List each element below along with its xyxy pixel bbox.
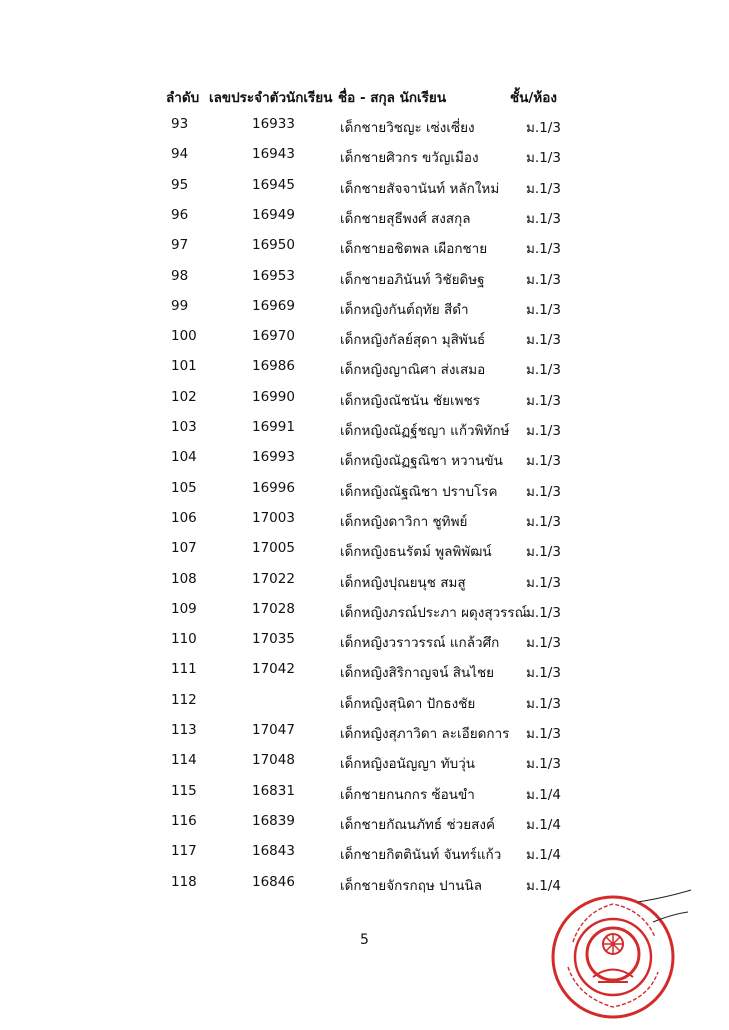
row-order: 93 bbox=[171, 116, 189, 132]
row-student-id: 16970 bbox=[252, 328, 295, 345]
row-student-id: 16949 bbox=[252, 206, 295, 223]
row-student-name: เด็กหญิงสุนิดา ปักธงชัย bbox=[340, 695, 476, 712]
row-student-name: เด็กหญิงณัฏฐณิชา หวานขัน bbox=[340, 453, 503, 470]
row-student-id: 16991 bbox=[252, 419, 295, 435]
row-class-room: ม.1/3 bbox=[526, 120, 561, 136]
row-class-room: ม.1/3 bbox=[526, 574, 561, 591]
row-student-name: เด็กชายกัณนภัทธ์ ช่วยสงค์ bbox=[340, 816, 495, 833]
row-class-room: ม.1/3 bbox=[526, 210, 561, 227]
row-student-id: 16950 bbox=[252, 237, 295, 254]
row-student-name: เด็กหญิงอนัญญา ทับวุ่น bbox=[340, 756, 476, 773]
table-row bbox=[0, 692, 729, 714]
row-student-name: เด็กหญิงสุภาวิดา ละเอียดการ bbox=[340, 726, 510, 742]
row-order: 115 bbox=[171, 782, 197, 799]
table-row bbox=[0, 722, 729, 744]
row-order: 116 bbox=[171, 812, 197, 829]
row-class-room: ม.1/3 bbox=[526, 392, 561, 409]
row-order: 105 bbox=[171, 479, 197, 496]
page-number: 5 bbox=[360, 932, 369, 948]
row-order: 101 bbox=[171, 358, 197, 375]
row-student-id: 16996 bbox=[252, 479, 295, 496]
table-row bbox=[0, 328, 729, 350]
row-class-room: ม.1/3 bbox=[526, 726, 561, 742]
table-row bbox=[0, 813, 729, 835]
row-class-room: ม.1/3 bbox=[526, 241, 561, 258]
row-student-name: เด็กชายอชิตพล เผือกชาย bbox=[340, 241, 488, 258]
row-student-name: เด็กหญิงญาณิศา ส่งเสมอ bbox=[340, 362, 486, 379]
row-class-room: ม.1/3 bbox=[526, 756, 561, 773]
table-row bbox=[0, 298, 729, 320]
header-class-room: ชั้น/ห้อง bbox=[510, 90, 557, 106]
row-order: 97 bbox=[171, 237, 189, 254]
table-row bbox=[0, 480, 729, 502]
row-order: 117 bbox=[171, 843, 197, 860]
row-order: 100 bbox=[171, 328, 197, 345]
table-row bbox=[0, 419, 729, 441]
row-class-room: ม.1/3 bbox=[526, 332, 561, 349]
row-student-name: เด็กชายสัจจานันท์ หลักใหม่ bbox=[340, 180, 500, 197]
row-student-name: เด็กหญิงวราวรรณ์ แกล้วศึก bbox=[340, 635, 500, 652]
row-order: 98 bbox=[171, 267, 189, 284]
row-student-id: 16953 bbox=[252, 267, 295, 284]
table-row bbox=[0, 631, 729, 653]
school-seal-stamp bbox=[543, 882, 693, 1022]
row-order: 111 bbox=[171, 661, 197, 678]
header-student-name: ชื่อ - สกุล นักเรียน bbox=[338, 90, 447, 106]
row-student-id: 16945 bbox=[252, 176, 295, 193]
row-order: 109 bbox=[171, 600, 197, 617]
row-order: 106 bbox=[171, 509, 197, 526]
row-order: 108 bbox=[171, 570, 197, 587]
row-class-room: ม.1/3 bbox=[526, 695, 561, 712]
row-order: 112 bbox=[171, 691, 197, 708]
row-student-name: เด็กหญิงณัฏฐ์ชญา แก้วพิทักษ์ bbox=[340, 423, 510, 439]
row-class-room: ม.1/3 bbox=[526, 150, 561, 167]
table-row bbox=[0, 237, 729, 259]
row-student-id: 16831 bbox=[252, 782, 295, 799]
table-row bbox=[0, 843, 729, 865]
row-order: 114 bbox=[171, 752, 197, 769]
row-student-id: 16943 bbox=[252, 146, 295, 163]
row-student-name: เด็กชายสุธีพงศ์ สงสกุล bbox=[340, 210, 471, 227]
header-student-id: เลขประจำตัวนักเรียน bbox=[209, 90, 333, 106]
table-row bbox=[0, 177, 729, 199]
row-student-id: 16993 bbox=[252, 449, 295, 466]
table-row bbox=[0, 783, 729, 805]
table-row bbox=[0, 601, 729, 623]
row-order: 96 bbox=[171, 206, 189, 223]
row-student-name: เด็กชายวิชญะ เซ่งเซี่ยง bbox=[340, 120, 475, 136]
row-class-room: ม.1/4 bbox=[526, 877, 561, 894]
row-class-room: ม.1/3 bbox=[526, 544, 561, 561]
table-row bbox=[0, 389, 729, 411]
row-order: 104 bbox=[171, 449, 197, 466]
row-order: 99 bbox=[171, 297, 189, 314]
row-class-room: ม.1/4 bbox=[526, 816, 561, 833]
row-student-name: เด็กชายศิวกร ขวัญเมือง bbox=[340, 150, 479, 167]
row-order: 94 bbox=[171, 146, 189, 163]
row-class-room: ม.1/3 bbox=[526, 180, 561, 197]
row-student-id: 17048 bbox=[252, 752, 295, 769]
row-student-id: 16986 bbox=[252, 358, 295, 375]
row-student-id: 16933 bbox=[252, 116, 295, 132]
row-class-room: ม.1/3 bbox=[526, 271, 561, 288]
row-student-name: เด็กหญิงปุณยนุช สมสู bbox=[340, 574, 466, 591]
table-row bbox=[0, 540, 729, 562]
table-header bbox=[0, 86, 729, 108]
row-student-id: 16969 bbox=[252, 297, 295, 314]
table-row bbox=[0, 116, 729, 138]
table-row bbox=[0, 752, 729, 774]
row-student-name: เด็กชายจักรกฤษ ปานนิล bbox=[340, 877, 482, 894]
table-row bbox=[0, 207, 729, 229]
row-student-id: 16990 bbox=[252, 388, 295, 405]
row-order: 107 bbox=[171, 540, 197, 557]
row-student-id: 17042 bbox=[252, 661, 295, 678]
row-student-name: เด็กหญิงกันต์ฤทัย สีดำ bbox=[340, 301, 469, 318]
row-order: 95 bbox=[171, 176, 189, 193]
row-student-name: เด็กชายอภินันท์ วิชัยดิษฐ bbox=[340, 271, 485, 288]
table-row bbox=[0, 449, 729, 471]
row-class-room: ม.1/3 bbox=[526, 453, 561, 470]
row-student-id: 17005 bbox=[252, 540, 295, 557]
row-student-name: เด็กชายกนกกร ซ้อนขำ bbox=[340, 786, 475, 803]
row-order: 103 bbox=[171, 419, 197, 435]
table-row bbox=[0, 510, 729, 532]
table-row bbox=[0, 146, 729, 168]
header-order: ลำดับ bbox=[166, 90, 200, 106]
row-student-id: 16846 bbox=[252, 873, 295, 890]
row-class-room: ม.1/3 bbox=[526, 483, 561, 500]
table-row bbox=[0, 358, 729, 380]
row-class-room: ม.1/3 bbox=[526, 362, 561, 379]
table-row bbox=[0, 268, 729, 290]
row-class-room: ม.1/3 bbox=[526, 513, 561, 530]
row-student-id: 17022 bbox=[252, 570, 295, 587]
row-student-name: เด็กหญิงธนรัตม์ พูลพิพัฒน์ bbox=[340, 544, 492, 561]
row-student-name: เด็กหญิงกัลย์สุดา มุสิพันธ์ bbox=[340, 332, 486, 349]
row-student-name: เด็กหญิงสิริกาญจน์ สินไชย bbox=[340, 665, 495, 682]
row-student-name: เด็กหญิงณัฐณิชา ปราบโรค bbox=[340, 483, 498, 500]
row-order: 102 bbox=[171, 388, 197, 405]
row-student-id: 17047 bbox=[252, 722, 295, 738]
row-class-room: ม.1/4 bbox=[526, 847, 561, 864]
row-class-room: ม.1/3 bbox=[526, 665, 561, 682]
table-row bbox=[0, 661, 729, 683]
row-class-room: ม.1/3 bbox=[526, 423, 561, 439]
row-student-name: เด็กหญิงดาวิกา ชูทิพย์ bbox=[340, 513, 468, 530]
row-student-id: 16839 bbox=[252, 812, 295, 829]
row-student-name: เด็กชายกิตตินันท์ จันทร์แก้ว bbox=[340, 847, 502, 864]
row-student-id: 17003 bbox=[252, 509, 295, 526]
row-class-room: ม.1/3 bbox=[526, 635, 561, 652]
row-order: 113 bbox=[171, 722, 197, 738]
row-order: 118 bbox=[171, 873, 197, 890]
row-student-id: 17028 bbox=[252, 600, 295, 617]
table-row bbox=[0, 571, 729, 593]
row-order: 110 bbox=[171, 631, 197, 648]
row-student-id: 16843 bbox=[252, 843, 295, 860]
row-class-room: ม.1/3 bbox=[526, 301, 561, 318]
row-student-name: เด็กหญิงณัชนัน ชัยเพชร bbox=[340, 392, 480, 409]
row-student-id: 17035 bbox=[252, 631, 295, 648]
row-class-room: ม.1/4 bbox=[526, 786, 561, 803]
row-student-name: เด็กหญิงภรณ์ประภา ผดุงสุวรรณ์ bbox=[340, 604, 528, 621]
row-class-room: ม.1/3 bbox=[526, 604, 561, 621]
